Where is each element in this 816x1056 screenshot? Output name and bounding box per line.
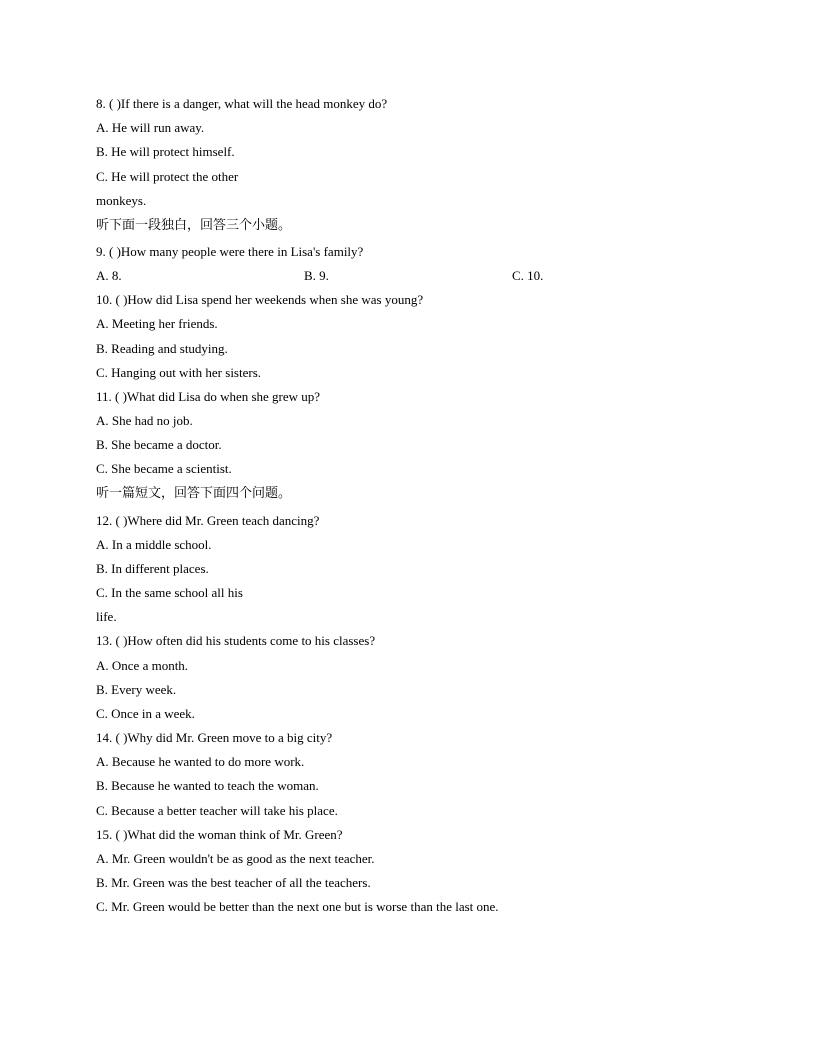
q12-option-c: C. In the same school all his [96,585,243,600]
section-heading-passage: 听一篇短文，回答下面四个问题。 [96,486,292,501]
q14-option-c: C. Because a better teacher will take his place. [96,803,338,818]
q9-option-b: B. 9. [304,268,329,283]
q11-option-c: C. She became a scientist. [96,461,232,476]
q8-option-c-continued: monkeys. [96,193,147,208]
q15-option-a: A. Mr. Green wouldn't be as good as the next teacher. [96,851,375,866]
q9-option-a: A. 8. [96,268,122,283]
q14-option-b: B. Because he wanted to teach the woman. [96,778,319,793]
q10-option-b: B. Reading and studying. [96,341,228,356]
question-13: 13. ( )How often did his students come to his classes? [96,633,376,648]
q8-option-c: C. He will protect the other [96,169,239,184]
question-8: 8. ( )If there is a danger, what will the head monkey do? [96,96,388,111]
question-15: 15. ( )What did the woman think of Mr. Green? [96,827,343,842]
q8-option-b: B. He will protect himself. [96,144,235,159]
q13-option-c: C. Once in a week. [96,706,195,721]
question-10: 10. ( )How did Lisa spend her weekends when she was young? [96,292,424,307]
q13-option-a: A. Once a month. [96,658,189,673]
q12-option-b: B. In different places. [96,561,209,576]
section-heading-monologue: 听下面一段独白，回答三个小题。 [96,218,292,233]
q14-option-a: A. Because he wanted to do more work. [96,754,305,769]
question-12: 12. ( )Where did Mr. Green teach dancing? [96,513,320,528]
q12-option-a: A. In a middle school. [96,537,212,552]
q10-option-c: C. Hanging out with her sisters. [96,365,262,380]
q15-option-c: C. Mr. Green would be better than the next one but is worse than the last one. [96,899,499,914]
q10-option-a: A. Meeting her friends. [96,316,218,331]
question-11: 11. ( )What did Lisa do when she grew up? [96,389,321,404]
q11-option-a: A. She had no job. [96,413,193,428]
question-9: 9. ( )How many people were there in Lisa's family? [96,244,364,259]
q11-option-b: B. She became a doctor. [96,437,222,452]
q8-option-a: A. He will run away. [96,120,205,135]
q15-option-b: B. Mr. Green was the best teacher of all the teachers. [96,875,371,890]
q13-option-b: B. Every week. [96,682,177,697]
question-14: 14. ( )Why did Mr. Green move to a big city? [96,730,333,745]
q12-option-c-continued: life. [96,609,117,624]
q9-option-c: C. 10. [512,268,544,283]
